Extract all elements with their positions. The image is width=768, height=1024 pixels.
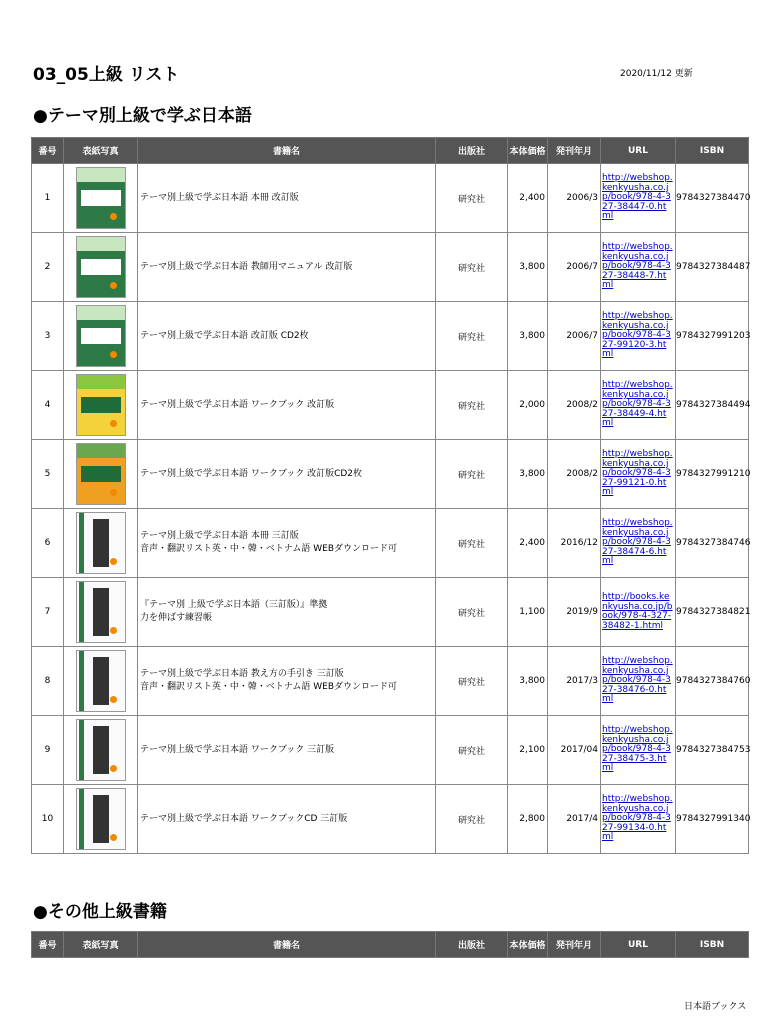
book-cover-image	[76, 236, 126, 298]
row-number: 9	[32, 716, 64, 785]
table-header-row	[32, 932, 749, 958]
table-row	[32, 647, 749, 716]
row-number: 2	[32, 233, 64, 302]
book-table-other	[31, 931, 749, 958]
book-url-link[interactable]: http://webshop.kenkyusha.co.jp/book/978-4-327-38474-6.html	[602, 518, 673, 567]
isbn: 9784327991340	[676, 785, 749, 854]
cover-badge	[110, 627, 117, 634]
url-cell	[601, 440, 676, 509]
table-row	[32, 302, 749, 371]
cover-band	[77, 168, 125, 182]
col-header-date: 発刊年月	[548, 138, 601, 164]
book-cover-image	[76, 167, 126, 229]
isbn: 9784327384746	[676, 509, 749, 578]
book-url-link[interactable]: http://webshop.kenkyusha.co.jp/book/978-4-327-99121-0.html	[602, 449, 673, 498]
publish-date: 2017/4	[548, 785, 601, 854]
cover-badge	[110, 420, 117, 427]
url-cell	[601, 647, 676, 716]
cover-cell	[64, 647, 138, 716]
row-number: 6	[32, 509, 64, 578]
cover-band	[79, 513, 84, 573]
price: 2,100	[508, 716, 548, 785]
col-header-url: URL	[601, 138, 676, 164]
isbn: 9784327384760	[676, 647, 749, 716]
publisher: 研究社	[436, 578, 508, 647]
price: 2,000	[508, 371, 548, 440]
publish-date: 2006/7	[548, 233, 601, 302]
table-row	[32, 509, 749, 578]
book-table-theme	[31, 137, 749, 854]
price: 1,100	[508, 578, 548, 647]
book-url-link[interactable]: http://webshop.kenkyusha.co.jp/book/978-4-327-99134-0.html	[602, 794, 673, 843]
publish-date: 2006/7	[548, 302, 601, 371]
url-cell	[601, 509, 676, 578]
book-url-link[interactable]: http://webshop.kenkyusha.co.jp/book/978-4-327-38447-0.html	[602, 173, 673, 222]
book-cover-image	[76, 512, 126, 574]
section-title-theme: ●テーマ別上級で学ぶ日本語	[33, 106, 252, 126]
book-title: 『テーマ別 上級で学ぶ日本語（三訂版）』準拠 力を伸ばす練習帳	[138, 578, 436, 647]
cover-badge	[110, 558, 117, 565]
cover-cell	[64, 164, 138, 233]
publisher: 研究社	[436, 164, 508, 233]
row-number: 3	[32, 302, 64, 371]
col-header-cover: 表紙写真	[64, 138, 138, 164]
book-cover-image	[76, 650, 126, 712]
publisher: 研究社	[436, 302, 508, 371]
book-cover-image	[76, 443, 126, 505]
book-url-link[interactable]: http://webshop.kenkyusha.co.jp/book/978-4-327-99120-3.html	[602, 311, 673, 360]
cover-band	[79, 789, 84, 849]
publisher: 研究社	[436, 647, 508, 716]
cover-band	[77, 237, 125, 251]
row-number: 7	[32, 578, 64, 647]
url-cell	[601, 302, 676, 371]
table-row	[32, 440, 749, 509]
col-header-url: URL	[601, 932, 676, 958]
price: 2,800	[508, 785, 548, 854]
publisher: 研究社	[436, 371, 508, 440]
book-url-link[interactable]: http://webshop.kenkyusha.co.jp/book/978-4-327-38476-0.html	[602, 656, 673, 705]
book-title: テーマ別上級で学ぶ日本語 ワークブック 三訂版	[138, 716, 436, 785]
table-row	[32, 785, 749, 854]
isbn: 9784327384753	[676, 716, 749, 785]
publisher: 研究社	[436, 785, 508, 854]
cover-band	[79, 720, 84, 780]
book-title: テーマ別上級で学ぶ日本語 ワークブック 改訂版	[138, 371, 436, 440]
cover-title-block	[81, 190, 121, 206]
cover-band	[77, 306, 125, 320]
price: 3,800	[508, 647, 548, 716]
row-number: 4	[32, 371, 64, 440]
book-cover-image	[76, 374, 126, 436]
book-url-link[interactable]: http://webshop.kenkyusha.co.jp/book/978-4-327-38475-3.html	[602, 725, 673, 774]
cover-band	[77, 444, 125, 458]
publish-date: 2019/9	[548, 578, 601, 647]
col-header-no: 番号	[32, 932, 64, 958]
cover-band	[79, 582, 84, 642]
price: 3,800	[508, 302, 548, 371]
url-cell	[601, 716, 676, 785]
table-row	[32, 371, 749, 440]
url-cell	[601, 233, 676, 302]
cover-badge	[110, 213, 117, 220]
row-number: 5	[32, 440, 64, 509]
table-header-row	[32, 138, 749, 164]
cover-cell	[64, 440, 138, 509]
table-row	[32, 233, 749, 302]
page-title: 03_05上級 リスト	[33, 65, 180, 85]
url-cell	[601, 785, 676, 854]
cover-title-block	[93, 795, 109, 843]
cover-cell	[64, 509, 138, 578]
book-title: テーマ別上級で学ぶ日本語 教え方の手引き 三訂版 音声・翻訳リスト英・中・韓・ベトナム語 WEBダウンロード可	[138, 647, 436, 716]
cover-title-block	[81, 397, 121, 413]
col-header-isbn: ISBN	[676, 138, 749, 164]
cover-title-block	[93, 588, 109, 636]
col-header-title: 書籍名	[138, 932, 436, 958]
isbn: 9784327384821	[676, 578, 749, 647]
url-cell	[601, 164, 676, 233]
col-header-date: 発刊年月	[548, 932, 601, 958]
book-title: テーマ別上級で学ぶ日本語 本冊 改訂版	[138, 164, 436, 233]
cover-band	[79, 651, 84, 711]
col-header-no: 番号	[32, 138, 64, 164]
url-cell	[601, 371, 676, 440]
price: 3,800	[508, 233, 548, 302]
footer-text: 日本語ブックス	[684, 1002, 747, 1012]
cover-title-block	[81, 466, 121, 482]
cover-badge	[110, 351, 117, 358]
book-url-link[interactable]: http://webshop.kenkyusha.co.jp/book/978-4-327-38449-4.html	[602, 380, 673, 429]
publish-date: 2008/2	[548, 440, 601, 509]
col-header-title: 書籍名	[138, 138, 436, 164]
table-row	[32, 716, 749, 785]
cover-cell	[64, 785, 138, 854]
book-url-link[interactable]: http://books.kenkyusha.co.jp/book/978-4-327-38482-1.html	[602, 592, 673, 631]
price: 3,800	[508, 440, 548, 509]
url-cell	[601, 578, 676, 647]
book-cover-image	[76, 581, 126, 643]
book-cover-image	[76, 719, 126, 781]
book-url-link[interactable]: http://webshop.kenkyusha.co.jp/book/978-4-327-38448-7.html	[602, 242, 673, 291]
cover-title-block	[93, 726, 109, 774]
section-title-other: ●その他上級書籍	[33, 902, 167, 922]
cover-band	[77, 375, 125, 389]
isbn: 9784327384487	[676, 233, 749, 302]
publish-date: 2017/3	[548, 647, 601, 716]
row-number: 8	[32, 647, 64, 716]
book-title: テーマ別上級で学ぶ日本語 改訂版 CD2枚	[138, 302, 436, 371]
isbn: 9784327991203	[676, 302, 749, 371]
price: 2,400	[508, 164, 548, 233]
publisher: 研究社	[436, 509, 508, 578]
row-number: 1	[32, 164, 64, 233]
col-header-publisher: 出版社	[436, 138, 508, 164]
cover-badge	[110, 765, 117, 772]
cover-cell	[64, 233, 138, 302]
cover-badge	[110, 696, 117, 703]
col-header-price: 本体価格	[508, 138, 548, 164]
cover-badge	[110, 834, 117, 841]
cover-title-block	[81, 259, 121, 275]
book-cover-image	[76, 788, 126, 850]
cover-badge	[110, 489, 117, 496]
isbn: 9784327384494	[676, 371, 749, 440]
book-cover-image	[76, 305, 126, 367]
cover-title-block	[81, 328, 121, 344]
book-title: テーマ別上級で学ぶ日本語 本冊 三訂版 音声・翻訳リスト英・中・韓・ベトナム語 WEBダウンロード可	[138, 509, 436, 578]
cover-cell	[64, 578, 138, 647]
col-header-isbn: ISBN	[676, 932, 749, 958]
isbn: 9784327384470	[676, 164, 749, 233]
publisher: 研究社	[436, 440, 508, 509]
book-title: テーマ別上級で学ぶ日本語 教師用マニュアル 改訂版	[138, 233, 436, 302]
row-number: 10	[32, 785, 64, 854]
cover-cell	[64, 716, 138, 785]
publish-date: 2017/04	[548, 716, 601, 785]
cover-title-block	[93, 657, 109, 705]
publish-date: 2008/2	[548, 371, 601, 440]
cover-title-block	[93, 519, 109, 567]
publish-date: 2016/12	[548, 509, 601, 578]
col-header-publisher: 出版社	[436, 932, 508, 958]
publisher: 研究社	[436, 233, 508, 302]
price: 2,400	[508, 509, 548, 578]
updated-date: 2020/11/12 更新	[620, 69, 693, 79]
table-row	[32, 578, 749, 647]
cover-cell	[64, 302, 138, 371]
book-title: テーマ別上級で学ぶ日本語 ワークブック 改訂版CD2枚	[138, 440, 436, 509]
table-row	[32, 164, 749, 233]
publisher: 研究社	[436, 716, 508, 785]
cover-badge	[110, 282, 117, 289]
book-title: テーマ別上級で学ぶ日本語 ワークブックCD 三訂版	[138, 785, 436, 854]
isbn: 9784327991210	[676, 440, 749, 509]
col-header-price: 本体価格	[508, 932, 548, 958]
col-header-cover: 表紙写真	[64, 932, 138, 958]
cover-cell	[64, 371, 138, 440]
publish-date: 2006/3	[548, 164, 601, 233]
